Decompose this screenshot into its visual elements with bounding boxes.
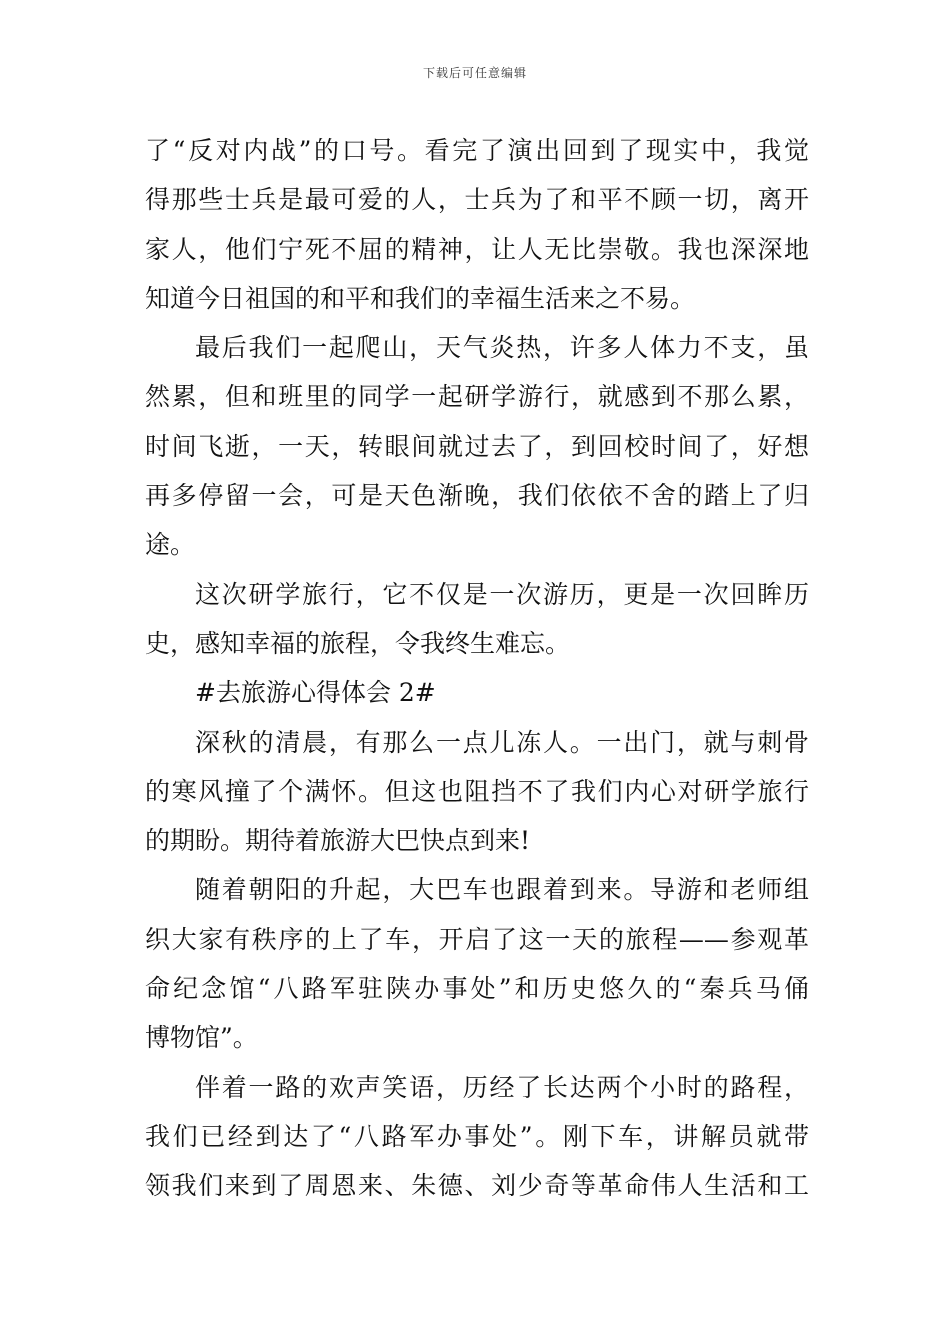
text-line: 领我们来到了周恩来、朱德、刘少奇等革命伟人生活和工 xyxy=(145,1171,809,1201)
text-line: 史，感知幸福的旅程，令我终生难忘。 xyxy=(145,628,571,658)
text-line: 最后我们一起爬山，天气炎热，许多人体力不支，虽 xyxy=(195,333,809,363)
text-line: 命纪念馆“八路军驻陕办事处”和历史悠久的“秦兵马俑 xyxy=(145,974,809,1004)
text-line: 博物馆”。 xyxy=(145,1023,258,1053)
text-line: 再多停留一会，可是天色渐晚，我们依依不舍的踏上了归 xyxy=(145,481,809,511)
text-line: 然累，但和班里的同学一起研学游行，就感到不那么累， xyxy=(145,382,809,412)
section-heading: #去旅游心得体会 2# xyxy=(195,678,436,708)
body-text xyxy=(145,126,809,1211)
text-line: 这次研学旅行，它不仅是一次游历，更是一次回眸历 xyxy=(195,579,809,609)
text-line: 知道今日祖国的和平和我们的幸福生活来之不易。 xyxy=(145,283,696,313)
text-line: 织大家有秩序的上了车，开启了这一天的旅程——参观革 xyxy=(145,924,809,954)
text-line: 深秋的清晨，有那么一点儿冻人。一出门，就与刺骨 xyxy=(195,727,809,757)
text-line: 我们已经到达了“八路军办事处”。刚下车，讲解员就带 xyxy=(145,1121,809,1151)
text-line: 的寒风撞了个满怀。但这也阻挡不了我们内心对研学旅行 xyxy=(145,776,809,806)
text-line: 随着朝阳的升起，大巴车也跟着到来。导游和老师组 xyxy=(195,875,809,905)
text-line: 的期盼。期待着旅游大巴快点到来! xyxy=(145,826,531,856)
text-line: 时间飞逝，一天，转眼间就过去了，到回校时间了，好想 xyxy=(145,431,809,461)
text-line: 得那些士兵是最可爱的人，士兵为了和平不顾一切，离开 xyxy=(145,185,809,215)
text-line: 伴着一路的欢声笑语，历经了长达两个小时的路程， xyxy=(195,1072,809,1102)
text-line: 了“反对内战”的口号。看完了演出回到了现实中，我觉 xyxy=(145,136,809,165)
page-header: 下载后可任意编辑 xyxy=(422,66,527,80)
text-line: 途。 xyxy=(145,530,196,560)
text-line: 家人，他们宁死不屈的精神，让人无比崇敬。我也深深地 xyxy=(145,234,809,264)
